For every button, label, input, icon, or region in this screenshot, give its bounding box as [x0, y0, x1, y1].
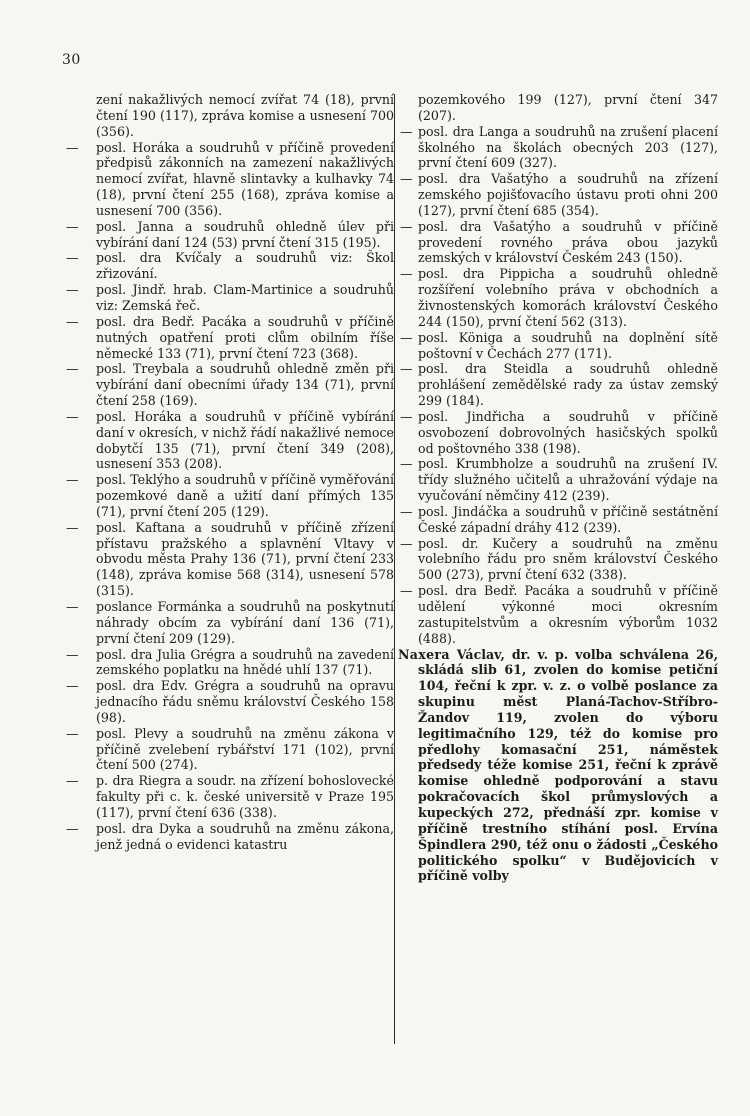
entry-dash: —: [400, 171, 413, 187]
index-entry: [400, 219, 718, 267]
entry-text: pozemkového 199 (127), první čtení 347 (207).: [418, 92, 718, 123]
entry-dash: —: [400, 503, 413, 519]
entry-dash: —: [400, 266, 413, 282]
entry-text: posl. dra Steidla a soudruhů ohledně prohlášení zemědělské rady za ústav zemský 299 (184).: [418, 361, 718, 409]
index-entry: [400, 361, 718, 409]
index-entry: [400, 536, 718, 584]
index-entry: [66, 314, 394, 362]
right-column: [400, 92, 718, 884]
entry-dash: —: [66, 282, 79, 298]
index-entry: [400, 456, 718, 504]
entry-text: posl. Janna a soudruhů ohledně úlev při vybírání daní 124 (53) první čtení 315 (195).: [96, 218, 394, 250]
entry-text: posl. Kaftana a soudruhů v příčině zřízení přístavu pražského a splavnění Vltavy v obvodu města Prahy 136 (71), první čtení 233 (148), zpráva komise 568 (314), usnesení 578 (315).: [96, 519, 394, 599]
entry-text: poslance Formánka a soudruhů na poskytnutí náhrady obcím za vybírání daní 136 (71), první čtení 209 (129).: [96, 599, 394, 646]
entry-dash: —: [66, 408, 79, 424]
index-entry: [400, 124, 718, 172]
entry-dash: —: [66, 773, 79, 789]
entry-dash: —: [400, 535, 413, 551]
entry-dash: —: [66, 678, 79, 694]
entry-dash: —: [66, 139, 79, 155]
entry-text: posl. dra Bedř. Pacáka a soudruhů v příčině udělení výkonné moci okresním zastupitelstvům a okresním výborům 1032 (488).: [418, 583, 718, 646]
index-entry: [66, 773, 394, 821]
entry-text: posl. Treybala a soudruhů ohledně změn při vybírání daní obecními úřady 134 (71), první čtení 258 (169).: [96, 361, 394, 409]
entry-text: posl. Königa a soudruhů na doplnění sítě poštovní v Čechách 277 (171).: [418, 329, 718, 361]
entry-text: posl. Horáka a soudruhů v příčině vybírání daní v okresích, v nichž řádí nakažlivé nemoce dobytčí 135 (71), první čtení 349 (208), usnesení 353 (208).: [96, 408, 394, 472]
index-entry: [66, 520, 394, 599]
entry-text: posl. dra Bedř. Pacáka a soudruhů v příčině nutných opatření proti clům obilním říše německé 133 (71), první čtení 723 (368).: [96, 313, 394, 361]
entry-dash: —: [400, 361, 413, 377]
entry-dash: —: [66, 218, 79, 234]
index-entry: [66, 821, 394, 853]
index-entry: [66, 409, 394, 472]
index-entry: [66, 678, 394, 726]
entry-text: posl. dra Kvíčaly a soudruhů viz: Škol zřizování.: [96, 250, 394, 282]
entry-text: posl. dr. Kučery a soudruhů na změnu volebního řádu pro sněm království Českého 500 (273), první čtení 632 (338).: [418, 535, 718, 583]
entry-text: posl. Horáka a soudruhů v příčině provedení předpisů zákonních na zamezení nakažlivých nemocí zvířat, hlavně slintavky a kulhavky 74 (18), první čtení 255 (168), zpráva komise a usnesení 700 (356).: [96, 139, 394, 218]
headword-text: Václav, dr. v. p. volba schválena 26, skládá slib 61, zvolen do komise petiční 104, řeční k zpr. v. z. o volbě poslance za skupinu měst Planá-Tachov-Stříbro-Žandov 119, zvolen do výboru legitimačního 129, též do komise pro předlohy komasační 251, náměstek předsedy téže komise 251, řeční k zprávě komise ohledně podporování a stavu pokračovacích škol průmyslových a kupeckých 272, přednáší zpr. komise v příčině trestního stíhání posl. Ervína Špindlera 290, též onu o žádosti „Českého politického spolku“ v Budějovicích v příčině volby: [418, 646, 718, 884]
entry-text: posl. dra Dyka a soudruhů na změnu zákona, jenž jedná o evidenci katastru: [96, 820, 394, 852]
index-entry: [66, 219, 394, 251]
entry-text: posl. dra Vašatýho a soudruhů na zřízení zemského pojišťovacího ústavu proti ohni 200 (127), první čtení 685 (354).: [418, 171, 718, 218]
index-entry: [66, 647, 394, 679]
index-entry: [400, 266, 718, 329]
index-entry: [400, 409, 718, 457]
entry-dash: —: [66, 250, 79, 266]
entry-text: posl. dra Edv. Grégra a soudruhů na opravu jednacího řádu sněmu království Českého 158 (98).: [96, 678, 394, 725]
entry-text: posl. Jindř. hrab. Clam-Martinice a soudruhů viz: Zemská řeč.: [96, 282, 394, 313]
entry-dash: —: [400, 123, 413, 139]
index-entry: [400, 330, 718, 362]
index-entry: [66, 282, 394, 314]
entry-dash: —: [400, 456, 413, 472]
entry-dash: —: [66, 820, 79, 836]
index-entry: [66, 250, 394, 282]
index-entry: [400, 92, 718, 124]
index-entry: [66, 726, 394, 774]
index-entry: [400, 171, 718, 219]
index-entry: [66, 472, 394, 520]
page-number: 30: [62, 52, 81, 68]
entry-text: posl. dra Langa a soudruhů na zrušení placení školného na školách obecných 203 (127), první čtení 609 (327).: [418, 123, 718, 171]
headword-entry: [400, 647, 718, 885]
entry-dash: —: [400, 329, 413, 345]
entry-text: posl. Jindřicha a soudruhů v příčině osvobození dobrovolných hasičských spolků od poštovného 338 (198).: [418, 408, 718, 456]
index-entry: [400, 504, 718, 536]
index-entry: [66, 599, 394, 647]
entry-text: posl. dra Julia Grégra a soudruhů na zavedení zemského poplatku na hnědé uhlí 137 (71).: [96, 646, 394, 678]
entry-text: posl. Krumbholze a soudruhů na zrušení IV. třídy služného učitelů a uhražování výdaje na vyučování němčiny 412 (239).: [418, 456, 718, 504]
entry-text: posl. Plevy a soudruhů na změnu zákona v příčině zvelebení rybářství 171 (102), první čtení 500 (274).: [96, 725, 394, 773]
entry-dash: —: [66, 599, 79, 614]
entry-dash: —: [66, 646, 79, 662]
index-entry: [66, 361, 394, 409]
entry-text: posl. Jindáčka a soudruhů v příčině sestátnění České západní dráhy 412 (239).: [418, 503, 718, 535]
index-entry: [66, 92, 394, 140]
entry-text: posl. dra Vašatýho a soudruhů v příčině provedení rovného práva obou jazyků zemských v království Českém 243 (150).: [418, 218, 718, 266]
entry-dash: —: [66, 519, 79, 535]
column-divider: [394, 94, 395, 1044]
entry-dash: —: [400, 408, 413, 424]
entry-text: zení nakažlivých nemocí zvířat 74 (18), první čtení 190 (117), zpráva komise a usnesení 700 (356).: [96, 92, 394, 139]
entry-dash: —: [66, 361, 79, 377]
entry-text: p. dra Riegra a soudr. na zřízení bohoslovecké fakulty při c. k. české universitě v Praze 195 (117), první čtení 636 (338).: [96, 773, 394, 820]
left-column: [66, 92, 394, 853]
index-entry: [400, 583, 718, 646]
entry-dash: —: [66, 725, 79, 741]
entry-text: posl. dra Pippicha a soudruhů ohledně rozšíření volebního práva v obchodních a živnostenských komorách království Českého 244 (150), první čtení 562 (313).: [418, 266, 718, 329]
entry-text: posl. Teklýho a soudruhů v příčině vyměřování pozemkové daně a užití daní přímých 135 (71), první čtení 205 (129).: [96, 472, 394, 519]
entry-dash: —: [400, 218, 413, 234]
index-entry: [66, 140, 394, 219]
entry-dash: —: [66, 472, 79, 488]
entry-dash: —: [400, 583, 413, 599]
headword-name: Naxera: [398, 646, 450, 662]
entry-dash: —: [66, 313, 79, 329]
